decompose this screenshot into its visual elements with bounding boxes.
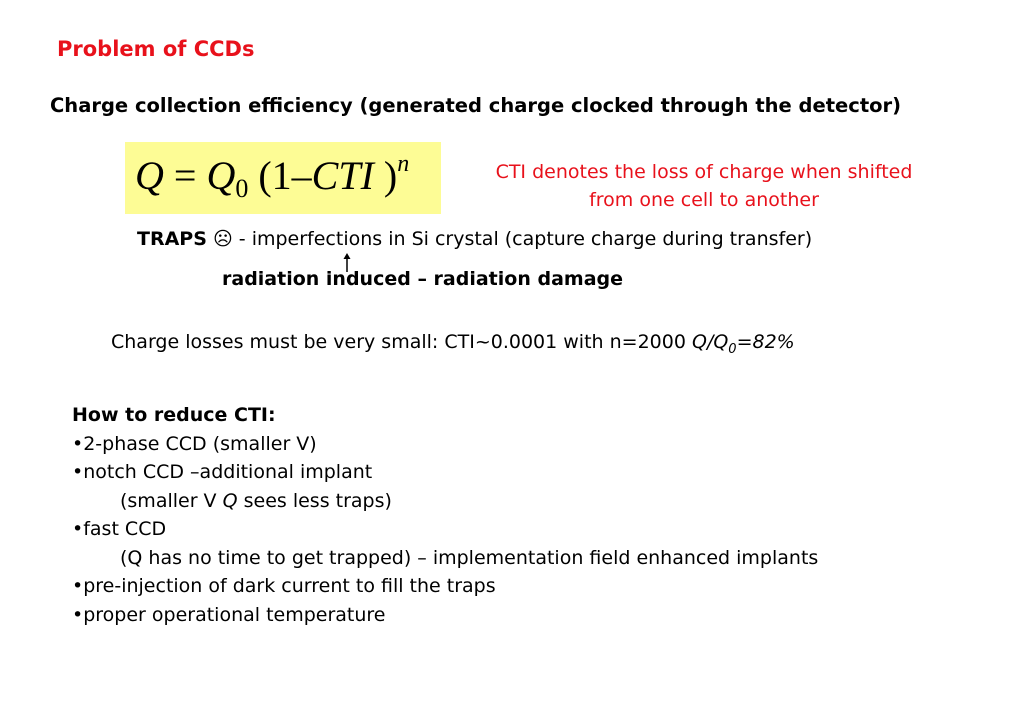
reduce-cti-heading: How to reduce CTI: [72, 404, 276, 426]
traps-text: - imperfections in Si crystal (capture charge during transfer) [232, 228, 813, 250]
losses-ratio: $Q/Q_0=82\%$ [691, 331, 795, 357]
list-item: •fast CCD [72, 518, 167, 540]
cti-note: CTI denotes the loss of charge when shifted from one cell to another [495, 161, 913, 211]
formula-open: (1 [258, 153, 292, 198]
traps-line [137, 228, 812, 250]
formula-box [125, 142, 441, 214]
list-subitem: (Q has no time to get trapped) – implementation field enhanced implants [120, 546, 819, 569]
slide-subtitle: Charge collection efficiency (generated charge clocked through the detector) [50, 94, 902, 117]
list-item: •2-phase CCD (smaller V) [72, 432, 317, 455]
formula-q-sub: 0 [235, 174, 249, 203]
formula-close: ) [383, 153, 398, 198]
formula-lhs: Q [135, 153, 164, 198]
list-item: •pre-injection of dark current to fill the traps [72, 575, 496, 597]
slide-title: Problem of CCDs [57, 37, 255, 61]
list-item: •notch CCD –additional implant [72, 461, 373, 483]
formula-cti: CTI [311, 153, 374, 198]
list-item: •proper operational temperature [72, 603, 386, 626]
frown-icon: ☹ [212, 228, 233, 250]
formula-q: Q [206, 153, 236, 198]
reduce-cti-list [72, 401, 818, 629]
formula-equals: = [173, 153, 197, 198]
formula-minus: – [291, 153, 312, 198]
traps-label: TRAPS [137, 228, 207, 250]
cti-formula [135, 152, 409, 206]
charge-losses-line [111, 331, 795, 357]
losses-text: Charge losses must be very small: CTI~0.0001 with n=2000 [111, 331, 692, 353]
formula-exponent: n [397, 151, 410, 177]
radiation-damage-text: radiation induced – radiation damage [222, 268, 624, 290]
list-subitem: (smaller V Q sees less traps) [120, 489, 392, 512]
